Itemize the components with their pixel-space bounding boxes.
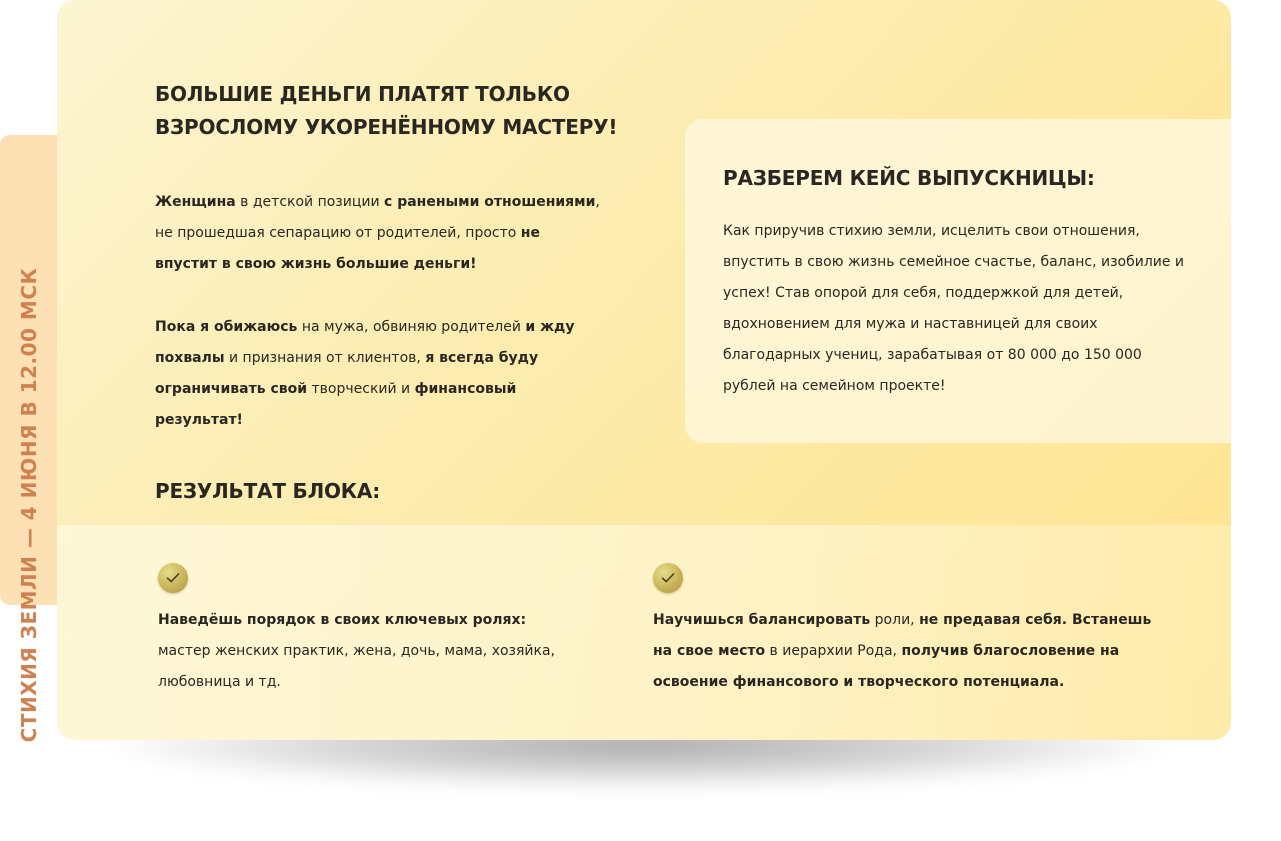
side-tab-label: СТИХИЯ ЗЕМЛИ — 4 ИЮНЯ В 12.00 МСК bbox=[17, 267, 41, 743]
text: , не прошедшая сепарацию от родителей, просто bbox=[155, 194, 600, 241]
intro-title: БОЛЬШИЕ ДЕНЬГИ ПЛАТЯТ ТОЛЬКО ВЗРОСЛОМУ УКОРЕНЁННОМУ МАСТЕРУ! bbox=[155, 82, 618, 139]
text-bold: и жду похвалы bbox=[155, 319, 575, 366]
text: на мужа, обвиняю родителей bbox=[297, 319, 526, 335]
result-text-balance bbox=[653, 605, 1163, 698]
case-title: РАЗБЕРЕМ КЕЙС ВЫПУСКНИЦЫ: bbox=[723, 166, 1095, 190]
text: творческий и bbox=[307, 381, 415, 397]
side-tab[interactable] bbox=[0, 135, 58, 743]
result-item-balance bbox=[653, 563, 1163, 698]
text-bold: не предавая себя. Встанешь на свое место bbox=[653, 612, 1152, 659]
result-band bbox=[57, 525, 1231, 740]
content-card bbox=[57, 0, 1231, 740]
checkmark-glyph bbox=[166, 572, 180, 584]
check-icon bbox=[653, 563, 683, 593]
text-bold: получив благословение на освоение финансового и творческого потенциала. bbox=[653, 643, 1120, 690]
result-text-roles bbox=[158, 605, 628, 698]
text-bold: Пока я обижаюсь bbox=[155, 319, 298, 335]
result-title: РЕЗУЛЬТАТ БЛОКА: bbox=[155, 479, 381, 503]
case-box bbox=[685, 119, 1231, 443]
intro-paragraph-2 bbox=[155, 312, 605, 436]
text: в иерархии Рода, bbox=[765, 643, 902, 659]
result-item-roles bbox=[158, 563, 628, 698]
text-bold: финансовый результат! bbox=[155, 381, 517, 428]
text-bold: я всегда буду ограничивать свой bbox=[155, 350, 539, 397]
text-bold: Наведёшь порядок в своих ключевых ролях: bbox=[158, 612, 527, 628]
intro-paragraph-1 bbox=[155, 187, 605, 280]
text: и признания от клиентов, bbox=[224, 350, 426, 366]
text-bold: с ранеными отношениями bbox=[384, 194, 596, 210]
text: в детской позиции bbox=[235, 194, 385, 210]
case-text: Как приручив стихию земли, исцелить свои отношения, впустить в свою жизнь семейное счастье, баланс, изобилие и успех! Став опорой для себя, поддержкой для детей, вдохновением для мужа и наставницей для своих благодарных учениц, зарабатывая от 80 000 до 150 000 рублей на семейном проекте! bbox=[723, 223, 1185, 394]
text: роли, bbox=[870, 612, 920, 628]
checkmark-glyph bbox=[661, 572, 675, 584]
check-icon bbox=[158, 563, 188, 593]
text-bold: не впустит в свою жизнь большие деньги! bbox=[155, 225, 540, 272]
text-bold: Научишься балансировать bbox=[653, 612, 871, 628]
text-bold: Женщина bbox=[155, 194, 236, 210]
text: мастер женских практик, жена, дочь, мама, хозяйка, любовница и тд. bbox=[158, 643, 556, 690]
